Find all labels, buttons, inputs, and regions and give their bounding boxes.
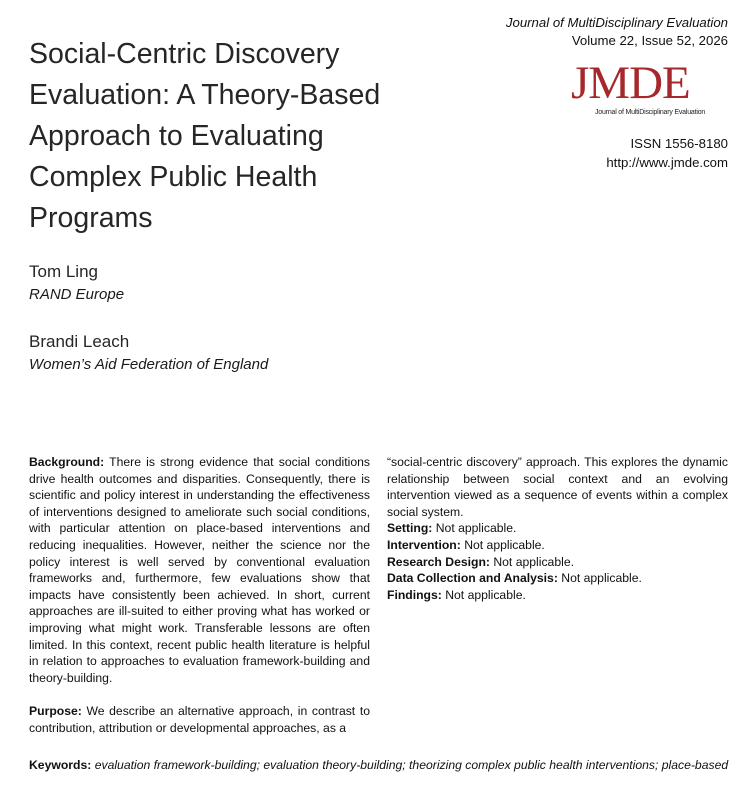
journal-url[interactable]: http://www.jmde.com (606, 155, 728, 170)
background-text: There is strong evidence that social conditions drive health outcomes and disparities. Consequently, there is scientific and policy interest in understanding the effectiveness of interventions designed to ameliorate such social conditions, with particular attention on place-based interventions and reducing inequalities. However, neither the science nor the policy interest is well served by conventional evaluation frameworks and, furthermore, few evaluations show that impacts have consistently been achieved. In short, current approaches are ill-suited to either proving what has worked or improving what might work. Transferable lessons are often limited. In this context, recent public health literature is helpful in relation to approaches to evaluation framework-building and theory-building. (29, 455, 370, 685)
journal-meta (606, 134, 728, 172)
purpose-continued: “social-centric discovery” approach. This explores the dynamic relationship between social context and an evolving intervention viewed as a sequence of events within a complex social system. (387, 455, 728, 519)
keywords-text: evaluation framework-building; evaluation theory-building; theorizing complex public health interventions; place-based (91, 758, 729, 772)
background-label: Background: (29, 455, 105, 469)
abstract-research-design (387, 554, 728, 571)
intervention-text: Not applicable. (460, 537, 545, 552)
abstract-setting (387, 520, 728, 537)
logo-subtitle: Journal of MultiDisciplinary Evaluation (595, 109, 706, 116)
jmde-logo (571, 57, 721, 116)
journal-header (506, 14, 728, 50)
abstract-right-column (387, 454, 728, 603)
author-name: Brandi Leach (29, 332, 130, 351)
logo-letters: JMDE (571, 57, 690, 109)
data-collection-label: Data Collection and Analysis: (387, 571, 558, 586)
issn: ISSN 1556-8180 (630, 136, 728, 151)
research-design-label: Research Design: (387, 554, 490, 569)
abstract-intervention (387, 537, 728, 554)
purpose-text: We describe an alternative approach, in contrast to contribution, attribution or developmental approaches, as a (29, 703, 370, 735)
abstract-background (29, 454, 370, 686)
keywords-label: Keywords: (29, 758, 92, 772)
intervention-label: Intervention: (387, 537, 461, 552)
setting-text: Not applicable. (432, 521, 517, 536)
abstract-purpose (29, 703, 370, 736)
research-design-text: Not applicable. (489, 554, 574, 569)
findings-text: Not applicable. (441, 587, 526, 602)
journal-name: Journal of MultiDisciplinary Evaluation (505, 15, 728, 30)
abstract-left-column (29, 454, 370, 736)
volume-issue: Volume 22, Issue 52, 2026 (571, 33, 728, 48)
author-affiliation: Women’s Aid Federation of England (29, 356, 269, 373)
setting-label: Setting: (387, 521, 433, 536)
data-collection-text: Not applicable. (557, 571, 642, 586)
paper-title: Social-Centric Discovery Evaluation: A Theory-Based Approach to Evaluating Complex Public Health Programs (29, 38, 381, 234)
keywords (29, 757, 729, 774)
purpose-label: Purpose: (29, 703, 82, 718)
abstract-data-collection (387, 570, 728, 587)
findings-label: Findings: (387, 587, 442, 602)
abstract-findings (387, 587, 728, 604)
author-affiliation: RAND Europe (29, 286, 125, 303)
author-name: Tom Ling (29, 262, 98, 281)
